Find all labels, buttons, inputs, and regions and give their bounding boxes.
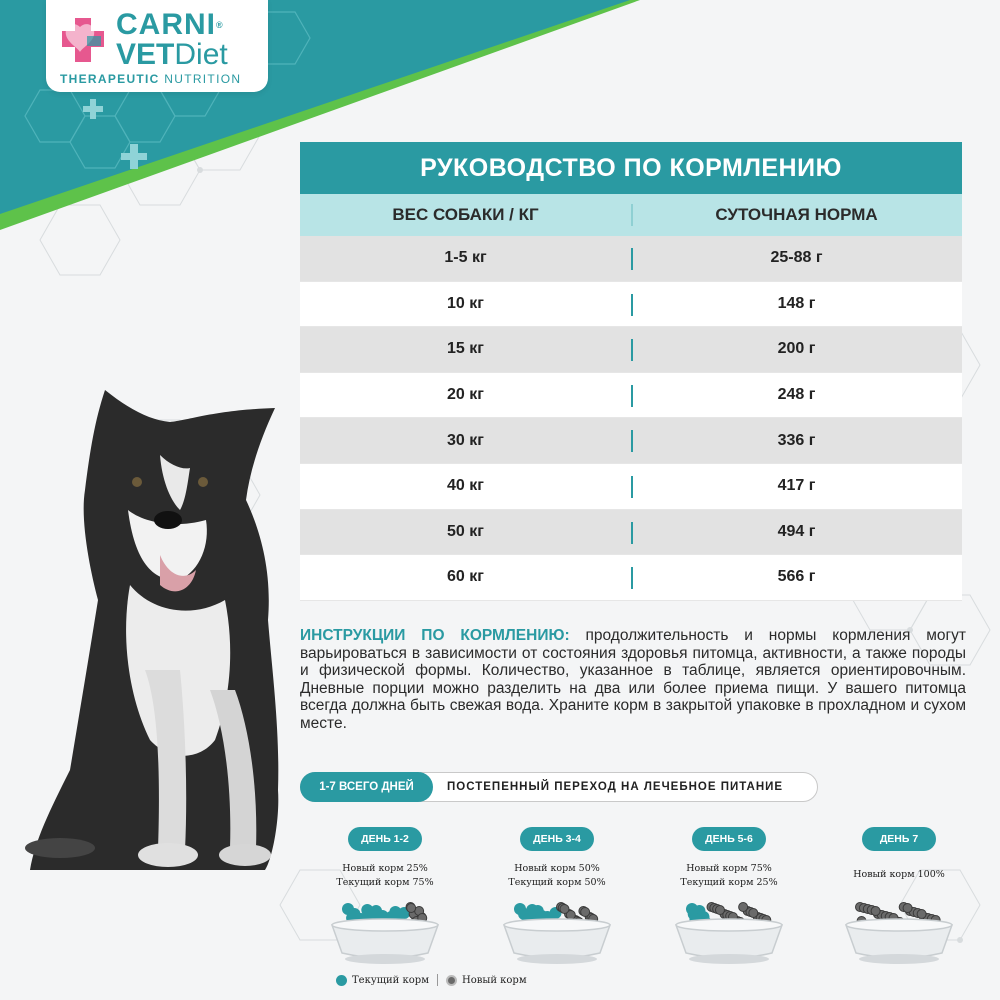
column-separator [631,567,633,589]
step-line2: Текущий корм 75% [336,877,434,888]
table-header-row [300,194,962,236]
step-line1: Новый корм 100% [853,869,945,880]
brand-line2-bold: VET [116,38,175,71]
brand-line2 [116,40,228,70]
column-separator [631,294,633,316]
table-row [300,464,962,510]
day-badge: ДЕНЬ 5-6 [692,827,766,851]
food-bowl-icon [844,887,954,967]
feeding-instructions [300,627,966,733]
table-title: РУКОВОДСТВО ПО КОРМЛЕНИЮ [300,142,962,194]
cell-norm: 200 г [777,340,816,358]
column-separator [631,204,633,226]
transition-step [472,825,642,965]
bowl-rim [676,919,782,931]
new-food-kibble [715,906,724,915]
new-food-kibble [581,908,590,917]
registered-mark: ® [216,20,224,30]
bowl-rim [504,919,610,931]
cross-heart-logo-icon [58,14,110,66]
brand-sub-bold: THERAPEUTIC [60,72,160,86]
cell-weight: 30 кг [447,431,484,449]
step-line2: Текущий корм 50% [508,877,606,888]
day-badge: ДЕНЬ 1-2 [348,827,422,851]
table-row [300,373,962,419]
food-bowl-icon [502,887,612,967]
new-food-kibble [871,907,880,916]
table-row [300,510,962,556]
cell-norm: 494 г [777,522,816,540]
food-bowl-icon [330,887,440,967]
legend-current-label: Текущий корм [352,974,429,986]
dog-illustration [10,370,310,890]
table-row [300,236,962,282]
table-row [300,282,962,328]
step-line1: Новый корм 50% [514,863,600,874]
cell-norm: 417 г [777,477,816,495]
column-separator [631,339,633,361]
cell-weight: 10 кг [447,294,484,312]
cell-norm: 25-88 г [770,249,823,267]
cell-weight: 20 кг [447,386,484,404]
cell-weight: 60 кг [447,568,484,586]
day-badge: ДЕНЬ 7 [862,827,936,851]
bowl-rim [332,919,438,931]
cell-weight: 1-5 кг [444,249,487,267]
column-separator [631,476,633,498]
column-separator [631,385,633,407]
bowl-rim [846,919,952,931]
brand-line1 [116,10,224,40]
transition-title: ПОСТЕПЕННЫЙ ПЕРЕХОД НА ЛЕЧЕБНОЕ ПИТАНИЕ [447,781,784,793]
new-food-kibble [749,909,758,918]
brand-sub-thin: NUTRITION [159,72,242,86]
transition-step [300,825,470,965]
table-row [300,418,962,464]
new-food-kibble [739,903,748,912]
new-food-kibble [903,904,912,913]
step-line1: Новый корм 25% [342,863,428,874]
bowl-base [345,954,425,964]
column-separator [631,248,633,270]
day-badge: ДЕНЬ 3-4 [520,827,594,851]
transition-step [814,825,984,965]
brand-subtitle [60,72,241,86]
new-food-swatch-icon [446,975,457,986]
food-bowl-icon [674,887,784,967]
cell-norm: 566 г [777,568,816,586]
header-daily-norm: СУТОЧНАЯ НОРМА [715,205,878,224]
legend-new-label: Новый корм [461,974,527,986]
column-separator [631,522,633,544]
cell-weight: 50 кг [447,522,484,540]
cell-norm: 148 г [777,294,816,312]
brand-logo [46,0,268,92]
bowl-base [517,954,597,964]
brand-line2-thin: Diet [174,38,228,71]
transition-step [644,825,814,965]
bowl-base [689,954,769,964]
step-line1: Новый корм 75% [686,863,772,874]
brand-line1-text: CARNI [116,8,216,41]
legend [336,972,527,988]
cell-weight: 40 кг [447,477,484,495]
cell-weight: 15 кг [447,340,484,358]
total-days-badge: 1-7 ВСЕГО ДНЕЙ [300,772,433,802]
new-food-kibble [560,905,569,914]
table-row [300,555,962,601]
legend-divider [437,974,438,986]
new-food-kibble [407,904,416,913]
column-separator [631,430,633,452]
new-food-kibble [917,910,926,919]
instructions-heading: ИНСТРУКЦИИ ПО КОРМЛЕНИЮ: [300,627,570,644]
instructions-body: продолжительность и нормы кормления могут варьироваться в зависимости от состояния здоровья питомца, активности, а также породы и физической формы. Количество, указанное в таблице, является ориентировочным. Дневные порции можно разделить на два или более приема пищи. У вашего питомца всегда должна быть свежая вода. Храните корм в закрытой упаковке в прохладном и сухом месте. [300,627,966,732]
current-food-swatch-icon [336,975,347,986]
step-line2: Текущий корм 25% [680,877,778,888]
bowl-base [859,954,939,964]
header-weight: ВЕС СОБАКИ / КГ [392,205,539,224]
current-food-piece [389,906,401,918]
transition-banner [300,772,818,802]
current-food-piece [526,904,538,916]
cell-norm: 248 г [777,386,816,404]
cell-norm: 336 г [777,431,816,449]
feeding-guide-table [300,142,962,601]
table-row [300,327,962,373]
